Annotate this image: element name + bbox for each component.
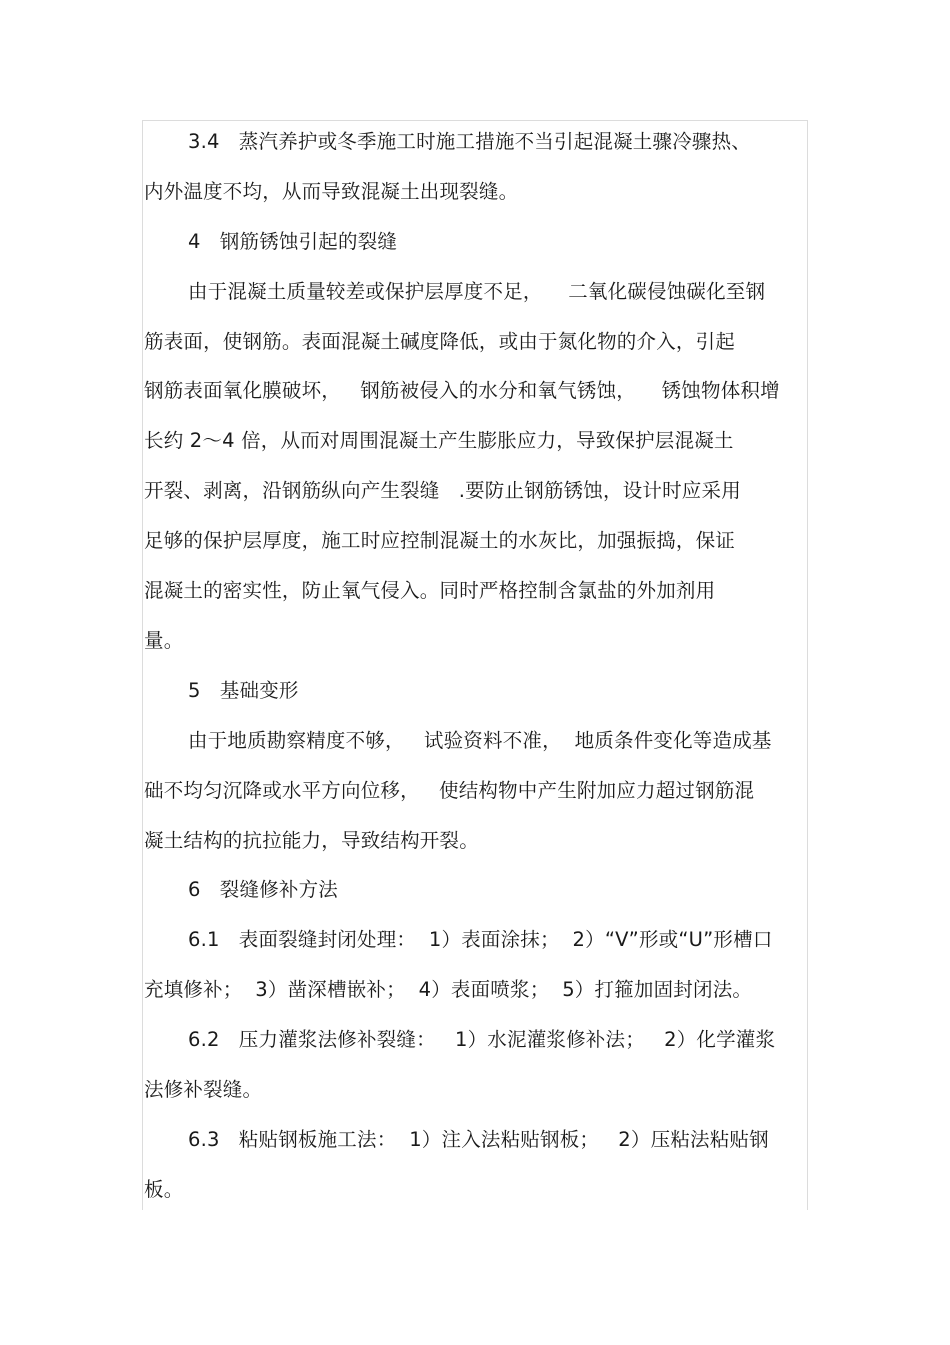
paragraph-line: 凝土结构的抗拉能力，导致结构开裂。 [144,829,479,852]
paragraph-line: 板。 [144,1178,184,1201]
section-heading: 4 钢筋锈蚀引起的裂缝 [188,230,398,253]
paragraph-line: 充填修补； 3）凿深槽嵌补； 4）表面喷浆； 5）打箍加固封闭法。 [144,978,753,1001]
paragraph-line: 内外温度不均，从而导致混凝土出现裂缝。 [144,180,519,203]
paragraph-line: 6.3 粘贴钢板施工法： 1）注入法粘贴钢板； 2）压粘法粘贴钢 [188,1128,769,1151]
paragraph-line: 6.1 表面裂缝封闭处理： 1）表面涂抹； 2）“V”形或“U”形槽口 [188,928,773,951]
paragraph-line: 混凝土的密实性，防止氧气侵入。同时严格控制含氯盐的外加剂用 [144,579,716,602]
paragraph-line: 长约 2～4 倍，从而对周围混凝土产生膨胀应力，导致保护层混凝土 [144,429,734,452]
section-heading: 6 裂缝修补方法 [188,878,339,901]
paragraph-line: 钢筋表面氧化膜破坏， 钢筋被侵入的水分和氧气锈蚀， 锈蚀物体积增 [144,379,780,402]
paragraph-line: 量。 [144,629,184,652]
paragraph-line: 开裂、剥离，沿钢筋纵向产生裂缝 .要防止钢筋锈蚀，设计时应采用 [144,479,741,502]
paragraph-line: 6.2 压力灌浆法修补裂缝： 1）水泥灌浆修补法； 2）化学灌浆 [188,1028,776,1051]
paragraph-line: 法修补裂缝。 [144,1078,263,1101]
section-heading: 5 基础变形 [188,679,299,702]
paragraph-line: 筋表面，使钢筋。表面混凝土碱度降低，或由于氮化物的介入，引起 [144,330,736,353]
paragraph-line: 足够的保护层厚度，施工时应控制混凝土的水灰比，加强振捣，保证 [144,529,736,552]
paragraph-line: 由于地质勘察精度不够， 试验资料不准， 地质条件变化等造成基 [188,729,772,752]
paragraph-line: 3.4 蒸汽养护或冬季施工时施工措施不当引起混凝土骤冷骤热、 [188,130,752,153]
paragraph-line: 由于混凝土质量较差或保护层厚度不足， 二氧化碳侵蚀碳化至钢 [188,280,766,303]
paragraph-line: 础不均匀沉降或水平方向位移， 使结构物中产生附加应力超过钢筋混 [144,779,755,802]
